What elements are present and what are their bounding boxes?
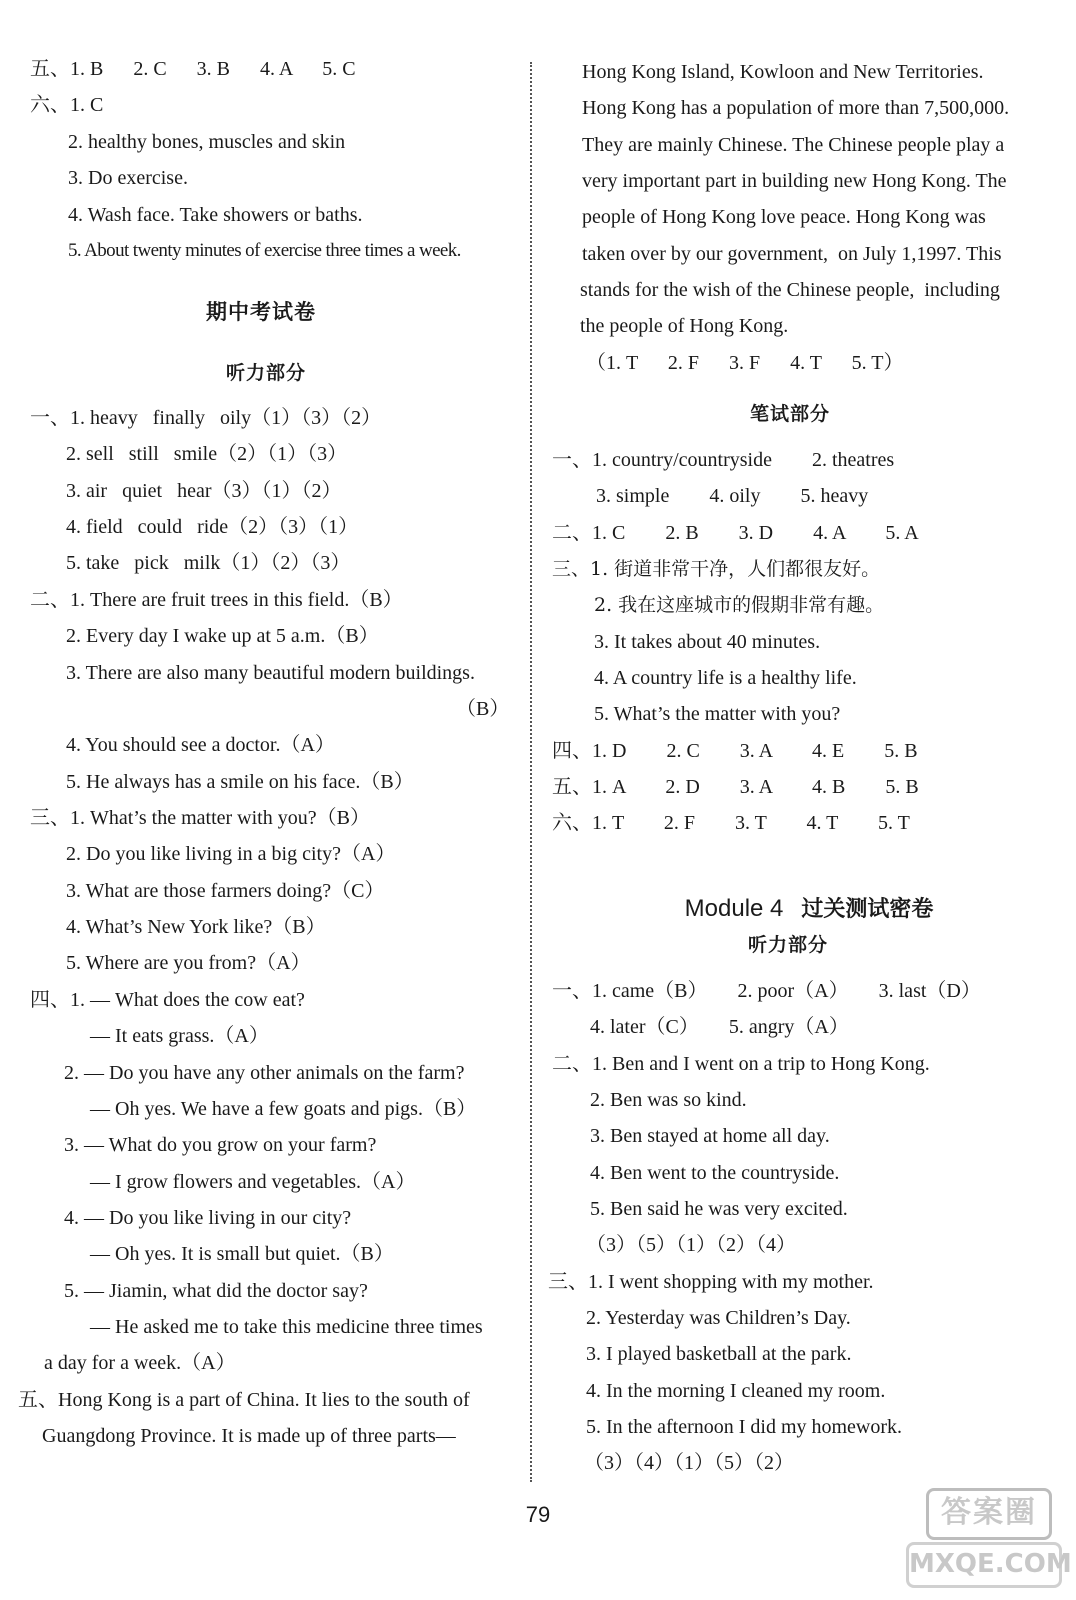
answer-line: 5. What’s the matter with you?	[594, 703, 841, 725]
answer-line: 3. What are those farmers doing?（C）	[66, 880, 385, 902]
answer-line: 3. Do exercise.	[68, 167, 188, 189]
answer-line: 2. Yesterday was Children’s Day.	[586, 1307, 851, 1329]
listening-section-title: 听力部分	[226, 362, 307, 384]
answer-line: 5. — Jiamin, what did the doctor say?	[64, 1280, 368, 1302]
answer-line: 四、1. — What does the cow eat?	[30, 989, 305, 1011]
passage-line: taken over by our government, on July 1,1997. This	[582, 243, 1002, 265]
answer-line: （3）（5）（1）（2）（4）	[586, 1234, 796, 1256]
answer-line: 五、1. B 2. C 3. B 4. A 5. C	[30, 58, 356, 80]
listening-section-title: 听力部分	[748, 934, 829, 956]
answer-line: 5. take pick milk（1）（2）（3）	[66, 552, 351, 574]
watermark-logo	[906, 1488, 1072, 1588]
answer-line: 三、1. 街道非常干净，人们都很友好。	[552, 558, 881, 580]
answer-line: 4. In the morning I cleaned my room.	[586, 1380, 886, 1402]
answer-line: 2. Every day I wake up at 5 a.m.（B）	[66, 625, 379, 647]
answer-line: 3. — What do you grow on your farm?	[64, 1134, 377, 1156]
answer-line: 5. Where are you from?（A）	[66, 952, 311, 974]
answer-line: 二、1. There are fruit trees in this field.（B）	[30, 589, 403, 611]
answer-line: 3. It takes about 40 minutes.	[594, 631, 821, 653]
answer-line: 5. He always has a smile on his face.（B）	[66, 771, 414, 793]
passage-line: Hong Kong has a population of more than 7,500,000.	[582, 97, 1010, 119]
answer-line: 三、1. What’s the matter with you?（B）	[30, 807, 370, 829]
page-number: 79	[525, 1502, 551, 1527]
midterm-title: 期中考试卷	[206, 300, 316, 324]
answer-line: — I grow flowers and vegetables.（A）	[90, 1171, 416, 1193]
passage-line: stands for the wish of the Chinese people, including	[580, 279, 1000, 301]
passage-line: people of Hong Kong love peace. Hong Kong was	[582, 206, 986, 228]
passage-line: Hong Kong Island, Kowloon and New Territories.	[582, 61, 984, 83]
answer-line: 5. About twenty minutes of exercise three times a week.	[68, 240, 461, 261]
passage-line: They are mainly Chinese. The Chinese people play a	[582, 134, 1005, 156]
answer-line: 2. — Do you have any other animals on the farm?	[64, 1062, 465, 1084]
answer-line: 2. Do you like living in a big city?（A）	[66, 843, 396, 865]
answer-line: 3. simple 4. oily 5. heavy	[596, 485, 869, 507]
passage-answers: （1. T 2. F 3. F 4. T 5. T）	[586, 352, 904, 374]
answer-line: 4. A country life is a healthy life.	[594, 667, 857, 689]
answer-line: 4. Ben went to the countryside.	[590, 1162, 840, 1184]
answer-line: — Oh yes. It is small but quiet.（B）	[90, 1243, 394, 1265]
passage-line: the people of Hong Kong.	[580, 315, 789, 337]
answer-line: — It eats grass.（A）	[90, 1025, 269, 1047]
answer-line: 5. Ben said he was very excited.	[590, 1198, 848, 1220]
answer-line: 一、1. country/countryside 2. theatres	[552, 449, 895, 471]
watermark-top: 答案圈	[926, 1488, 1052, 1540]
answer-line: 一、1. came（B） 2. poor（A） 3. last（D）	[552, 980, 981, 1002]
answer-line: 4. field could ride（2）（3）（1）	[66, 516, 359, 538]
column-divider	[530, 62, 532, 1482]
answer-line: 五、Hong Kong is a part of China. It lies to the south of	[18, 1389, 470, 1411]
answer-line: 2. sell still smile（2）（1）（3）	[66, 443, 348, 465]
answer-line: （B）	[456, 698, 510, 720]
answer-line: 4. Wash face. Take showers or baths.	[68, 204, 363, 226]
answer-line: Guangdong Province. It is made up of three parts—	[42, 1425, 456, 1447]
answer-line: 六、1. T 2. F 3. T 4. T 5. T	[552, 812, 910, 834]
answer-line: 4. later（C） 5. angry（A）	[590, 1016, 849, 1038]
answer-line: 2. Ben was so kind.	[590, 1089, 747, 1111]
answer-line: 5. In the afternoon I did my homework.	[586, 1416, 903, 1438]
answer-line: 五、1. A 2. D 3. A 4. B 5. B	[552, 776, 919, 798]
written-section-title: 笔试部分	[750, 403, 831, 425]
passage-line: very important part in building new Hong Kong. The	[582, 170, 1007, 192]
answer-line: 二、1. Ben and I went on a trip to Hong Kong.	[552, 1053, 930, 1075]
answer-line: 3. I played basketball at the park.	[586, 1343, 852, 1365]
answer-line: 4. What’s New York like?（B）	[66, 916, 326, 938]
answer-line: 三、1. I went shopping with my mother.	[548, 1271, 874, 1293]
answer-line: 4. — Do you like living in our city?	[64, 1207, 352, 1229]
answer-line: a day for a week.（A）	[44, 1352, 236, 1374]
answer-line: — Oh yes. We have a few goats and pigs.（B）	[90, 1098, 477, 1120]
answer-line: 4. You should see a doctor.（A）	[66, 734, 335, 756]
answer-line: 一、1. heavy finally oily（1）（3）（2）	[30, 407, 382, 429]
module-title-cn: 过关测试密卷	[801, 897, 934, 922]
module-title-en: Module 4	[684, 895, 784, 922]
watermark-bottom: MXQE.COM	[906, 1542, 1062, 1588]
answer-line: 四、1. D 2. C 3. A 4. E 5. B	[552, 740, 918, 762]
answer-line: 3. Ben stayed at home all day.	[590, 1125, 830, 1147]
answer-line: 2. healthy bones, muscles and skin	[68, 131, 346, 153]
answer-line: 3. air quiet hear（3）（1）（2）	[66, 480, 342, 502]
answer-line: 二、1. C 2. B 3. D 4. A 5. A	[552, 522, 919, 544]
answer-line: — He asked me to take this medicine three times	[90, 1316, 483, 1338]
answer-line: 2. 我在这座城市的假期非常有趣。	[594, 594, 885, 616]
answer-line: 六、1. C	[30, 94, 104, 116]
answer-line: （3）（4）（1）（5）（2）	[584, 1452, 794, 1474]
answer-line: 3. There are also many beautiful modern buildings.	[66, 662, 475, 684]
